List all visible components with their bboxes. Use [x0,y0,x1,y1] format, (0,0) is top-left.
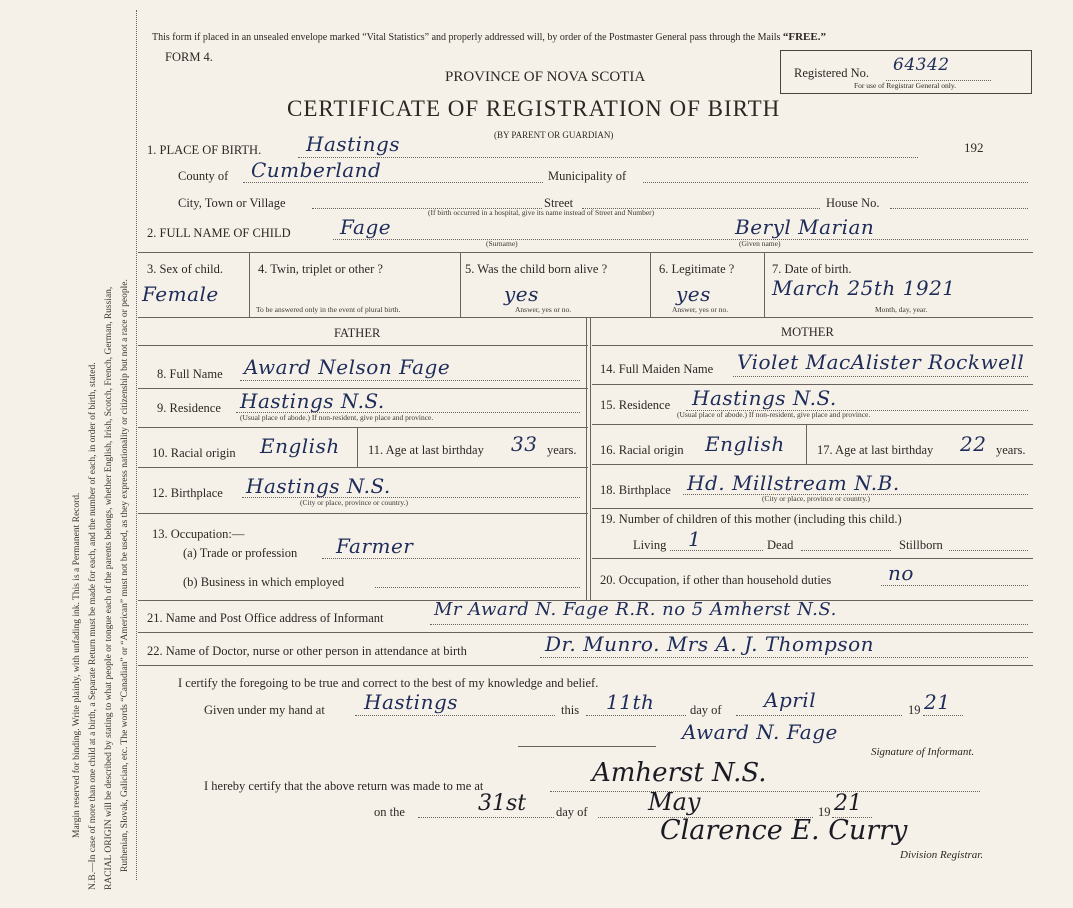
father-birthplace-label: 12. Birthplace [152,486,223,500]
hospital-note: (If birth occurred in a hospital, give its name instead of Street and Number) [428,208,655,217]
attendant-label: 22. Name of Doctor, nurse or other person in attendance at birth [147,644,467,658]
dob-note: Month, day, year. [875,305,928,314]
father-residence: Hastings N.S. [240,389,385,413]
form-number: FORM 4. [165,50,213,64]
given-under-label: Given under my hand at [204,703,325,717]
registrar-day: 31st [478,791,527,816]
registrar-month: May [648,788,701,816]
legitimate-value: yes [676,282,711,306]
business-label: (b) Business in which employed [183,575,345,589]
father-residence-label: 9. Residence [157,401,221,415]
mother-occupation: no [888,561,914,585]
mother-age-label: 17. Age at last birthday [817,443,934,457]
sex-value: Female [142,282,219,306]
informant-value: Mr Award N. Fage R.R. no 5 Amherst N.S. [434,599,837,620]
living-label: Living [633,538,667,552]
certificate-title: CERTIFICATE OF REGISTRATION OF BIRTH [287,96,781,121]
binding-margin-line [136,10,137,880]
mother-occupation-label: 20. Occupation, if other than household duties [600,573,832,587]
registrar-role: Division Registrar. [900,849,984,861]
father-age-label: 11. Age at last birthday [368,443,484,457]
postal-free: “FREE.” [782,31,826,43]
born-alive-value: yes [504,282,539,306]
twin-note: To be answered only in the event of plural birth. [256,305,401,314]
year-stamp: 192 [964,140,984,155]
informant-signature-label: Signature of Informant. [871,746,975,758]
county-label: County of [178,169,229,183]
mother-age: 22 [960,432,987,456]
mother-race: English [705,432,785,456]
registered-box [780,50,1032,94]
day-of-label: day of [690,703,722,717]
mother-birthplace-label: 18. Birthplace [600,483,671,497]
registrar-signature: Clarence E. Curry [660,815,908,846]
mother-race-label: 16. Racial origin [600,443,684,457]
legitimate-note: Answer, yes or no. [672,305,729,314]
city-label: City, Town or Village [178,196,286,210]
living-value: 1 [688,527,702,551]
registrar-day-of-label: day of [556,805,588,819]
trade-label: (a) Trade or profession [183,546,298,560]
father-heading: FATHER [334,326,381,340]
mother-birthplace-note: (City or place, province or country.) [762,494,871,503]
dead-label: Dead [767,538,794,552]
margin-note-binding: Margin reserved for binding. Write plainly, with unfading ink. This is a Permanent Record. [72,492,82,838]
mother-name-label: 14. Full Maiden Name [600,362,714,376]
certify-year: 21 [924,690,951,714]
this-label: this [561,703,580,717]
born-alive-note: Answer, yes or no. [515,305,572,314]
mother-birthplace: Hd. Millstream N.B. [687,471,900,495]
registrar-place: Amherst N.S. [592,758,767,788]
stillborn-label: Stillborn [899,538,943,552]
child-name-label: 2. FULL NAME OF CHILD [147,226,291,240]
postal-notice: This form if placed in an unsealed envelope marked “Vital Statistics” and properly addressed will, by order of the Postmaster General pass through the Mails “FREE.” [152,31,826,43]
house-no-label: House No. [826,196,880,210]
dob-value: March 25th 1921 [772,276,956,300]
child-surname: Fage [340,215,392,239]
margin-note-racial-2: Ruthenian, Slovak, Galician, etc. The words “Canadian” or “American” must not be used, as they express nationality or citizenship but not a race or people. [120,279,130,872]
registered-label: Registered No. [794,66,869,80]
given-name-note: (Given name) [739,239,781,248]
dob-label: 7. Date of birth. [772,262,852,276]
place-of-birth-label: 1. PLACE OF BIRTH. [147,143,262,157]
father-occupation-label: 13. Occupation:— [152,527,245,541]
child-given-name: Beryl Marian [735,215,875,239]
margin-note-nb: N.B.—In case of more than one child at a birth, a Separate Return must be made for each, and the number of each, in order of birth, stated. [88,362,98,890]
registered-number: 64342 [893,55,950,75]
registrar-statement: I hereby certify that the above return was made to me at [204,779,484,793]
born-alive-label: 5. Was the child born alive ? [465,262,608,276]
father-race-label: 10. Racial origin [152,446,236,460]
mother-heading: MOTHER [781,325,834,339]
registered-note: For use of Registrar General only. [854,81,956,90]
province-heading: PROVINCE OF NOVA SCOTIA [445,69,646,85]
father-age-years: years. [547,443,577,457]
municipality-label: Municipality of [548,169,627,183]
certify-month: April [764,688,817,712]
father-name-label: 8. Full Name [157,367,223,381]
certify-year-prefix: 19 [908,703,921,717]
street-label: Street [544,196,574,210]
place-of-birth-value: Hastings [306,132,401,156]
trade-value: Farmer [336,534,414,558]
certify-day: 11th [606,690,655,714]
mother-residence-label: 15. Residence [600,398,671,412]
twin-label: 4. Twin, triplet or other ? [258,262,383,276]
attendant-value: Dr. Munro. Mrs A. J. Thompson [545,632,875,656]
legitimate-label: 6. Legitimate ? [659,262,735,276]
surname-note: (Surname) [486,239,518,248]
registrar-year: 21 [834,791,862,816]
on-the-label: on the [374,805,405,819]
father-race: English [260,434,340,458]
father-residence-note: (Usual place of abode.) If non-resident, give place and province. [240,413,434,422]
father-name: Award Nelson Fage [244,355,451,379]
registrar-year-prefix: 19 [818,805,831,819]
father-age: 33 [511,432,538,456]
certify-statement: I certify the foregoing to be true and correct to the best of my knowledge and belief. [178,676,599,690]
certificate-subtitle: (BY PARENT OR GUARDIAN) [494,130,614,140]
county-value: Cumberland [251,158,382,182]
children-count-label: 19. Number of children of this mother (including this child.) [600,512,902,526]
father-birthplace-note: (City or place, province or country.) [300,498,409,507]
sex-label: 3. Sex of child. [147,262,224,276]
margin-note-racial: RACIAL ORIGIN will be described by stating to what people or tongue each of the parents belongs, whether English, Irish, Scotch, French, German, Russian, [104,286,114,890]
mother-age-years: years. [996,443,1026,457]
mother-residence: Hastings N.S. [692,386,837,410]
certify-place: Hastings [364,690,459,714]
informant-signature: Award N. Fage [682,720,838,744]
mother-residence-note: (Usual place of abode.) If non-resident, give place and province. [677,410,871,419]
mother-name: Violet MacAlister Rockwell [737,350,1025,374]
informant-label: 21. Name and Post Office address of Informant [147,611,384,625]
father-birthplace: Hastings N.S. [246,474,391,498]
